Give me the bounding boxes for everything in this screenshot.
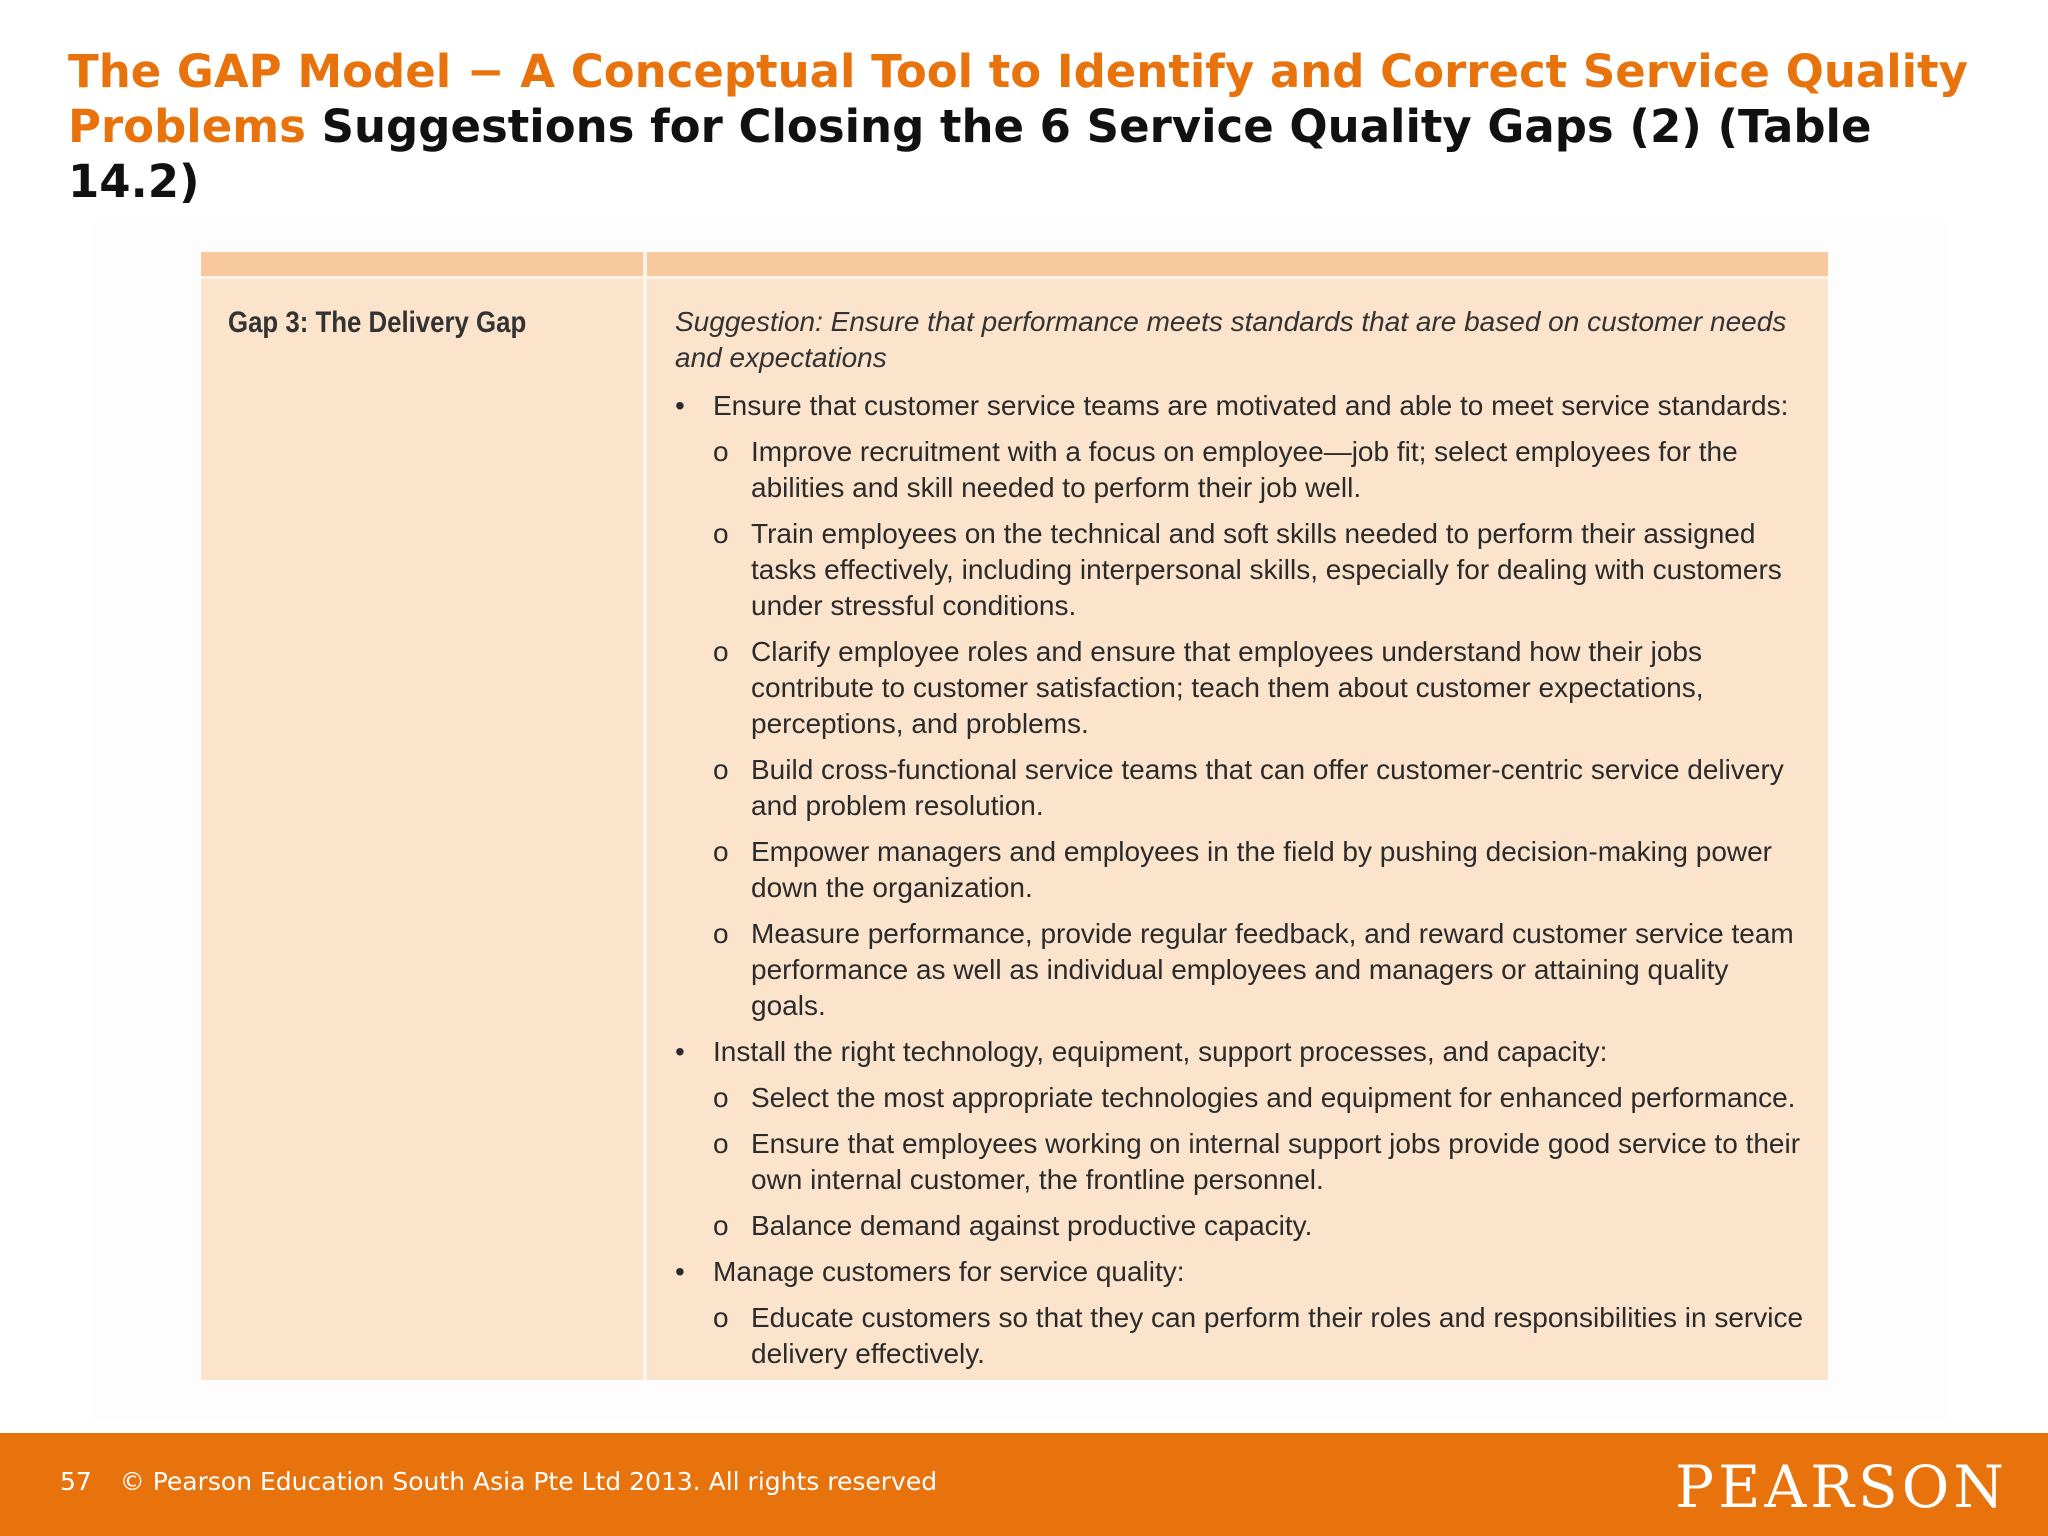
bullet-item: • Install the right technology, equipment, support processes, and capacity: — [675, 1034, 1805, 1070]
gap-label: Gap 3: The Delivery Gap — [228, 306, 527, 339]
pearson-logo: PEARSON — [1675, 1453, 2008, 1521]
column-divider — [643, 252, 647, 1380]
table-top-band — [201, 252, 1828, 276]
row-divider — [201, 276, 1828, 279]
bullet-item: • Ensure that customer service teams are motivated and able to meet service standards: — [675, 388, 1805, 424]
sub-item: o Balance demand against productive capacity. — [675, 1208, 1805, 1244]
suggestion-text: Suggestion: Ensure that performance meets standards that are based on customer needs and expectations — [675, 306, 1787, 373]
footer-text — [60, 1467, 937, 1496]
title-sub: Suggestions for Closing the 6 Service Quality Gaps (2) (Table 14.2) — [68, 100, 1872, 208]
title-main: The GAP Model − A Conceptual Tool to Identify and Correct Service Quality Problems — [68, 45, 1968, 153]
gap-table — [201, 252, 1828, 1380]
sub-item: o Educate customers so that they can perform their roles and responsibilities in service delivery effectively. — [675, 1300, 1805, 1372]
bullet-item: • Manage customers for service quality: — [675, 1254, 1805, 1290]
copyright-text: © Pearson Education South Asia Pte Ltd 2013. All rights reserved — [119, 1467, 938, 1496]
sub-item: o Train employees on the technical and soft skills needed to perform their assigned tasks effectively, including interpersonal skills, especially for dealing with customers under stressful conditions. — [675, 516, 1805, 624]
page-number: 57 — [60, 1467, 92, 1496]
sub-item: o Improve recruitment with a focus on employee—job fit; select employees for the abilities and skill needed to perform their job well. — [675, 434, 1805, 506]
sub-item: o Clarify employee roles and ensure that employees understand how their jobs contribute to customer satisfaction; teach them about customer expectations, perceptions, and problems. — [675, 634, 1805, 742]
sub-item: o Build cross-functional service teams that can offer customer-centric service delivery and problem resolution. — [675, 752, 1805, 824]
gap-suggestions — [675, 304, 1805, 1382]
sub-item: o Empower managers and employees in the field by pushing decision-making power down the organization. — [675, 834, 1805, 906]
sub-item: o Select the most appropriate technologies and equipment for enhanced performance. — [675, 1080, 1805, 1116]
suggestion-list — [675, 388, 1805, 1372]
footer-bar — [0, 1433, 2048, 1536]
sub-item: o Ensure that employees working on internal support jobs provide good service to their own internal customer, the frontline personnel. — [675, 1126, 1805, 1198]
slide-title — [68, 44, 1968, 209]
sub-item: o Measure performance, provide regular feedback, and reward customer service team performance as well as individual employees and managers or attaining quality goals. — [675, 916, 1805, 1024]
